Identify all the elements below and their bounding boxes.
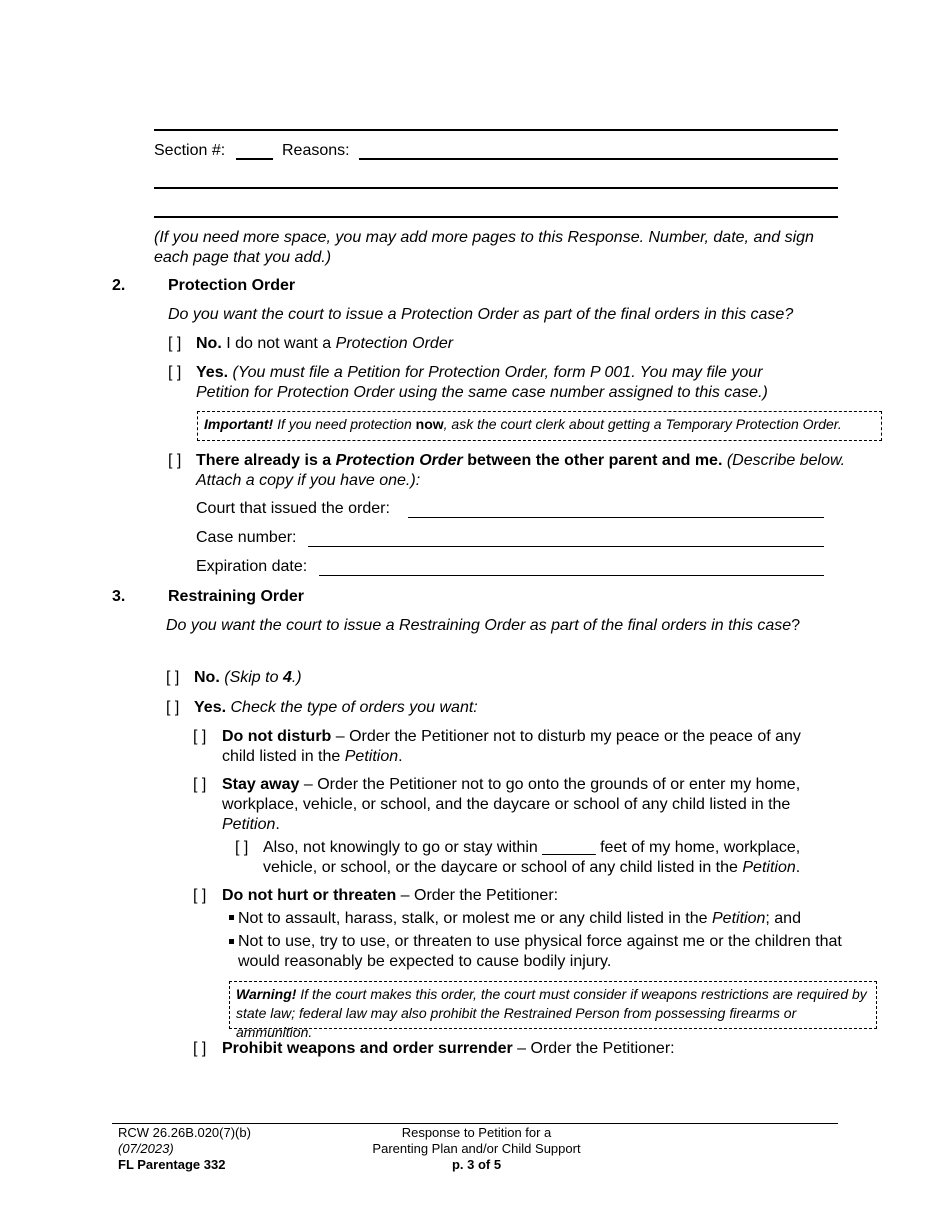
footer-title-1: Response to Petition for a (401, 1125, 552, 1140)
item2-no-label: No. (196, 335, 222, 352)
important-post: , ask the court clerk about getting a Temporary Protection Order. (443, 416, 842, 432)
item2-already-option (196, 451, 846, 491)
stay-away-checkbox[interactable]: [ ] (193, 776, 207, 793)
more-space-note: (If you need more space, you may add more pages to this Response. Number, date, and sign each page that you add.) (154, 229, 814, 266)
weapons-text: – Order the Petitioner: (517, 1040, 675, 1057)
stay-away-option: Stay away – Order the Petitioner not to go onto the grounds of or enter my home, workplace, vehicle, or school, and the daycare or school of any child listed in the Petition. (222, 776, 801, 833)
already-bold-1: There already is a (196, 452, 332, 469)
warning-text: If the court makes this order, the court must consider if weapons restrictions are required by state law; federal law may also prohibit the Restrained Person from possessing firearms or ammunition. (236, 986, 867, 1040)
hurt-checkbox[interactable]: [ ] (193, 887, 207, 904)
important-label: Important! (204, 416, 274, 432)
item2-yes-label: Yes. (196, 364, 229, 381)
weapons-option (222, 1039, 675, 1059)
also-italic: Petition (742, 859, 796, 876)
item2-yes-option (196, 363, 816, 403)
court-field[interactable] (408, 517, 824, 518)
footer-date: (07/2023) (118, 1141, 174, 1156)
reasons-field-line-2[interactable] (154, 187, 838, 189)
hurt-label: Do not hurt or threaten (222, 887, 397, 904)
item2-no-italic: Protection Order (335, 335, 454, 352)
item3-no-label: No. (194, 669, 220, 686)
warning-label: Warning! (236, 986, 297, 1002)
skip-text-1: (Skip to (224, 669, 279, 686)
footer-rcw: RCW 26.26B.020(7)(b) (118, 1125, 251, 1140)
item3-yes-label: Yes. (194, 699, 227, 716)
item2-yes-checkbox[interactable]: [ ] (168, 364, 182, 381)
reasons-field-line-1[interactable] (359, 158, 838, 160)
reasons-field-line-3[interactable] (154, 216, 838, 218)
bullet-icon (229, 915, 234, 920)
already-bold-italic: Protection Order (335, 452, 463, 469)
item3-yes-checkbox[interactable]: [ ] (166, 699, 180, 716)
footer-page: p. 3 of 5 (451, 1157, 502, 1172)
item2-question: Do you want the court to issue a Protection Order as part of the final orders in this case? (168, 306, 794, 323)
item3-question-end: ? (791, 617, 801, 634)
disturb-label: Do not disturb (222, 728, 332, 745)
hurt-bullet-2 (229, 932, 844, 972)
already-bold-2: between the other parent and me. (467, 452, 723, 469)
expiration-field[interactable] (319, 575, 824, 576)
also-text-2: feet of my home, workplace, vehicle, or school, or the daycare or school of any child listed in the (263, 839, 801, 876)
skip-number: 4 (282, 669, 292, 686)
item3-yes-italic: Check the type of orders you want: (230, 699, 478, 716)
hurt-text: – Order the Petitioner: (400, 887, 559, 904)
hurt-bullet-1 (229, 909, 801, 929)
footer-rule (112, 1123, 838, 1124)
top-rule (154, 129, 838, 131)
item2-no-text: I do not want a (226, 335, 332, 352)
also-text-1: Also, not knowingly to go or stay within (263, 839, 538, 856)
item2-title: Protection Order (168, 277, 296, 294)
bullet-icon (229, 939, 234, 944)
item3-yes-option (194, 698, 478, 718)
weapons-label: Prohibit weapons and order surrender (222, 1040, 513, 1057)
item3-number: 3. (112, 588, 126, 605)
item2-no-option (196, 334, 453, 354)
stay-away-label: Stay away (222, 776, 300, 793)
item3-no-option (194, 668, 302, 688)
disturb-text: – Order the Petitioner not to disturb my peace or the peace of any child listed in the (222, 728, 801, 765)
section-label: Section #: (154, 142, 226, 159)
disturb-option: Do not disturb – Order the Petitioner not to disturb my peace or the peace of any child listed in the Petition. (222, 728, 801, 765)
important-notice (197, 411, 882, 441)
item2-number: 2. (112, 277, 126, 294)
also-checkbox[interactable]: [ ] (235, 839, 249, 856)
weapons-checkbox[interactable]: [ ] (193, 1040, 207, 1057)
disturb-italic: Petition (344, 748, 399, 765)
item3-title: Restraining Order (168, 588, 305, 605)
skip-text-2: .) (291, 669, 302, 686)
important-pre: If you need protection (277, 416, 412, 432)
hurt-option (222, 886, 558, 906)
footer-title-2: Parenting Plan and/or Child Support (372, 1141, 581, 1156)
section-number-field[interactable] (236, 158, 273, 160)
stay-away-italic: Petition (222, 816, 276, 833)
case-number-label: Case number: (196, 529, 297, 546)
also-blank[interactable]: ______ (542, 839, 596, 856)
item2-yes-text: (You must file a Petition for Protection Order, form P 001. You may file your Petition for Protection Order using the same case number assigned to this case.) (196, 364, 768, 401)
item2-no-checkbox[interactable]: [ ] (168, 335, 182, 352)
case-number-field[interactable] (308, 546, 824, 547)
bullet1-end: ; and (765, 910, 801, 927)
stay-away-text: – Order the Petitioner not to go onto the grounds of or enter my home, workplace, vehicle, or school, and the daycare or school of any child listed in the (222, 776, 801, 813)
bullet1-italic: Petition (712, 910, 766, 927)
item3-no-checkbox[interactable]: [ ] (166, 669, 180, 686)
already-italic: (Describe below. Attach a copy if you have one.): (196, 452, 846, 489)
warning-notice (229, 981, 877, 1040)
bullet1-text: Not to assault, harass, stalk, or molest me or any child listed in the (238, 910, 708, 927)
item3-question-text: Do you want the court to issue a Restraining Order as part of the final orders in this case (166, 617, 792, 634)
bullet2-text: Not to use, try to use, or threaten to use physical force against me or the children that would reasonably be expected to cause bodily injury. (238, 933, 842, 970)
footer-form-id: FL Parentage 332 (118, 1157, 226, 1172)
also-option: Also, not knowingly to go or stay within ______ feet of my home, workplace, vehicle, or school, or the daycare or school of any child listed in the Petition. (263, 839, 801, 876)
expiration-label: Expiration date: (196, 558, 308, 575)
reasons-label: Reasons: (282, 142, 350, 159)
item2-already-checkbox[interactable]: [ ] (168, 452, 182, 469)
item3-question (166, 616, 806, 636)
court-label: Court that issued the order: (196, 500, 390, 517)
disturb-checkbox[interactable]: [ ] (193, 728, 207, 745)
important-now: now (415, 416, 444, 432)
